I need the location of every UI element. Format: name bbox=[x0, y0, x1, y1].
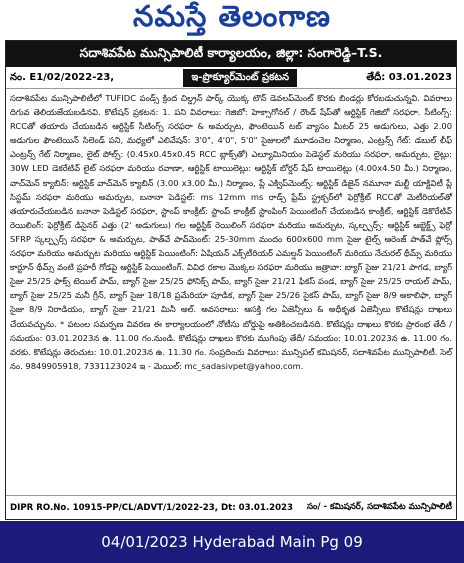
page-caption: 04/01/2023 Hyderabad Main Pg 09 bbox=[0, 521, 464, 563]
notice-heading: ఇ-ప్రొక్యూర్‌మెంట్ ప్రకటన bbox=[183, 69, 297, 87]
notice-footer bbox=[6, 495, 456, 519]
newspaper-masthead bbox=[0, 0, 464, 40]
notice-org-header: సదాశివపేట మున్సిపాలిటీ కార్యాలయం, జిల్లా: సంగారెడ్డి–T.S. bbox=[6, 41, 456, 67]
notice-meta-row bbox=[6, 67, 456, 89]
notice-body bbox=[6, 89, 456, 373]
notice-body-text: సదాశివపేట మున్సిపాలిటీలో TUFIDC పండ్స్ క్రింద చిల్డ్రన్ పార్క్ యొక్క టౌన్ డెవలప్‌మెంట్ కొరకు బిండర్లు కోరబడుచున్నవి. వివరాలు దిగువ తెలియజేయబడినవి. కొటేషన్ ప్రకటన: 1. పని వివరాలు: గెజిబో: హెక్సాగోనల్ / రౌండ్ షేప్‌తో ఆర్టిస్టిక్ గెజిబో సరఫరా. సీటింగ్స్: RCCతో తయారు చేయబడిన ఆర్టిస్టిక్ సీటింగ్స్ సరఫరా & అమర్చుట, ఫౌంటెయిన్ టబ్ వ్యాసం మీటర్ 25 అడుగులు, ఎత్తు 2.00 అడుగుల ఫౌంటెయిన్ సిలెండ్ పని, మధ్యలో ఎలివేషన్: 3'0", 4'0", 5'0" సైజులలో మూడంచెల నిర్మాణం, ఎంట్రన్స్ గేట్: డబుల్ లీఫ్ ఎంట్రన్స్ గేట్ నిర్మాణం, లైట్ పోల్స్: (0.45x0.45x0.45 RCC బ్లాక్స్‌తో) ఎల్యూమినియం పెడెస్టల్ మరియు సరఫరా, అమర్చుట, లైట్లు: 30W LED డెకరేటివ్ లైట్ సరఫరా మరియు రవాణా, ఆర్టిస్టిక్ టాయిలెట్లు: ఆర్టిస్టిక్ బోర్డర్ షేప్ టాయిలెట్లు (4.00x4.50 మీ.) నిర్మాణం, వాచ్‌మెన్ క్యాబిన్: ఆర్టిస్టిక్ వాచ్‌మెన్ క్యాబిన్ (3.00 x3.00 మీ.) నిర్మాణం, ప్లే ఎక్విప్‌మెంట్స్: ఆర్టిస్టిక్ డిజైన్ నమూనా మల్టీ యాక్టివిటీ ప్లే సిస్టమ్ సరఫరా మరియు అమర్చుట, బనానా పెడిస్టల్: ms 12mm ms రాడ్స్ ఫ్రేమ్ స్ట్రక్చర్‌లో ఫెర్రోక్రీట్ RCCతో మెటీరియల్‌తో తయారుచేయబడిన బనానా పెడిస్టల్ సరఫరా, స్టాంప్ కాంక్రీట్: స్టాంప్ కాంక్రీట్ స్టాంపింగ్ పెయింటింగ్ చేయబడిన కాంక్రీట్, ఆర్టిస్టిక్ డెకొరేటివ్ రెయిలింగ్: ఫెర్రోక్రీట్ డిసైనర్ ఎత్తు (2' అడుగులు) గల ఆర్టిస్టిక్ రెయిలింగ్ సరఫరా మరియు అమర్చుట, స్కల్ప్చర్స్: ఆర్టిస్టిక్ ఆబ్జెక్ట్స్ ఫెర్రో SFRP స్కల్ప్చర్స్ సరఫరా & అమర్చుట, పాత్‌వే పావ్‌మెంట్: 25-30mm మందం 600x600 mm సైజు టైల్స్ ఆరెంజ్ పాత్‌వే ఫ్లోర్స్ సరఫరా మరియు అమర్చుట మరియు ఆర్టిస్టిక్ పెయింటింగ్: ఏషియన్ ఎక్స్‌టీరియర్ ఎమల్షన్ పెయింటింగ్ మరియు నేచురల్ థీమ్స్ మరియు కార్టూన్ థీమ్స్ వంటి ప్రహరీ గోడపై ఆర్టిస్టిక్ పెయింటింగ్. వివిధ రకాల మొక్కల సరఫరా మరియు జత్రావా: బ్యాగ్ సైజు 21/21 పాగడ, బ్యాగ్ సైజు 25/25 ఫాక్స్ టెయిల్ పామ్, బ్యాగ్ సైజు 25/25 ఫోనిక్స్ పామ్, బ్యాగ్ సైజు 21/21 ఫికస్ పండ, బ్యాగ్ సైజు 25/25 రాయల్ పామ్, బ్యాగ్ సైజు 25/25 మనీ గ్రీన్, బ్యాగ్ సైజు 18/18 ప్రమేరియా పూడిక, బ్యాగ్ సైజు 25/26 సైకస్ పామ్, బ్యాగ్ సైజు 8/9 అకాలిఫా, బ్యాగ్ సైజు 8/9 నిరాడియం, బ్యాగ్ సైజు 21/21 మినీ అల్. అవసరాలు: ఆసక్తి గల ఏజెన్సీలు & అధీకృత ఏజెన్సీలు కొటేషన్లు దాఖలు చేయవచ్చును. * పటంల సమర్పణ వివరణ ఈ కార్యాలయంలో నోటీసు బోర్డుపై అతికించబడినది. కొటేషన్లు దాఖలు కొరకు ప్రారంభ తేదీ / సమయం: 03.01.2023న ఉ. 11.00 గం.నుండి. కొటేషన్లు దాఖలు కొరకు ముగింపు తేదీ/ సమయం: 10.01.2023న ఉ. 11.00 గం. వరకు. కొటేషన్లు తెరుచుట: 10.01.2023న ఉ. 11.30 గం. సంప్రదించు వివరాలు: మున్సిపల్ కమిషనర్, సదాశివపేట మున్సిపాలిటీ. సెల్ నం. 9849905918, 7331123024 ఇ - మెయిల్: mc_sadasivpet@yahoo.com. bbox=[10, 93, 452, 371]
notice-date: తేదీ: 03.01.2023 bbox=[366, 71, 452, 83]
notice-ref-number: నం. E1/02/2022-23, bbox=[10, 71, 115, 83]
tender-notice bbox=[5, 40, 457, 520]
notice-signatory: సం/ - కమిషనర్, సదాశివపేట మున్సిపాలిటీ bbox=[306, 501, 452, 512]
dipr-reference: DIPR RO.No. 10915-PP/CL/ADVT/1/2022-23, Dt: 03.01.2023 bbox=[10, 502, 294, 513]
masthead-title: నమస్తే తెలంగాణ bbox=[133, 0, 331, 33]
